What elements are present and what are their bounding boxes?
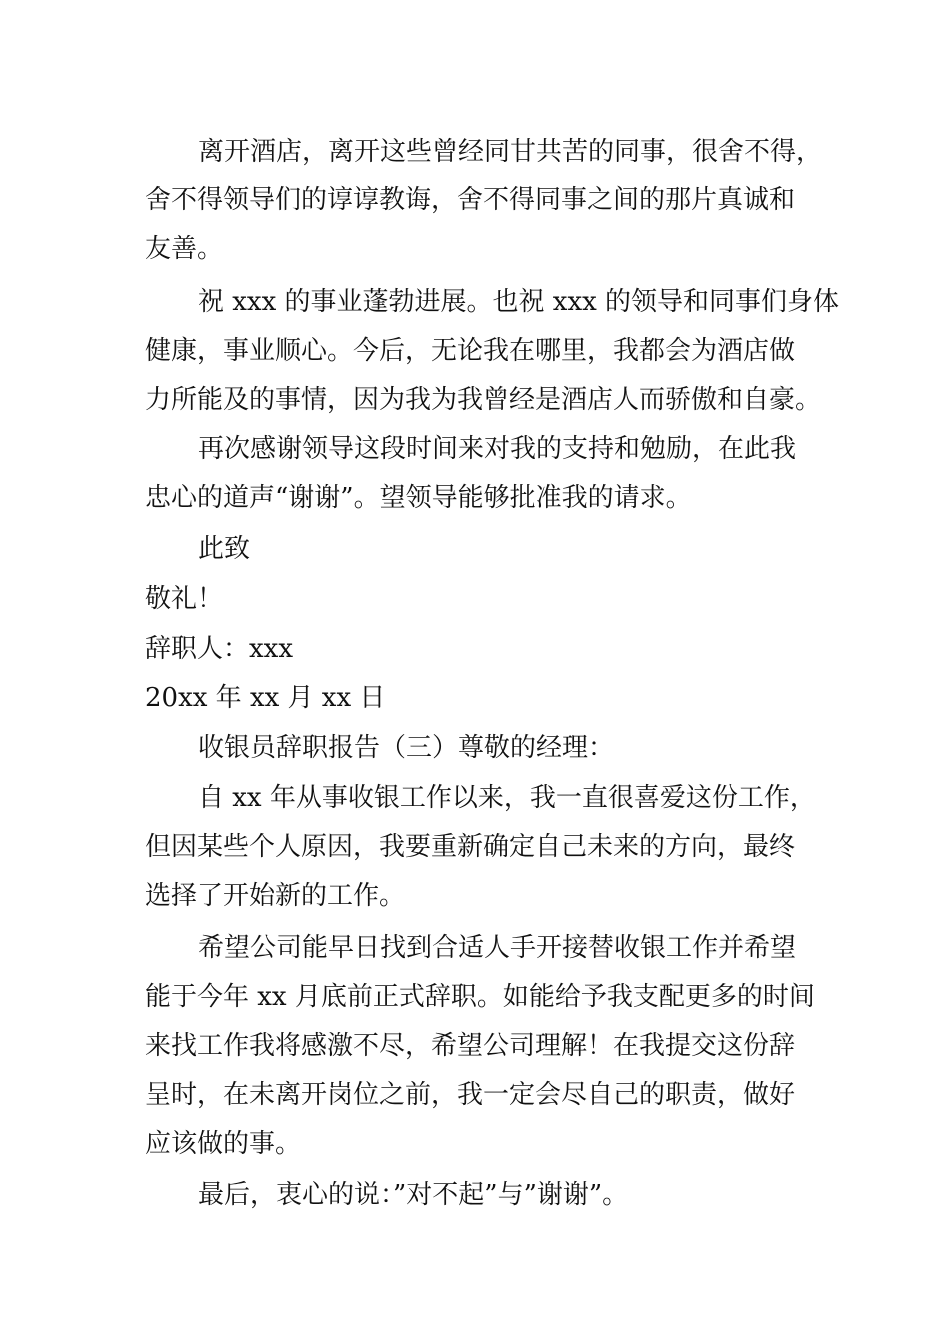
paragraph-line: 来找工作我将感激不尽，希望公司理解！在我提交这份辞 bbox=[145, 1031, 796, 1061]
paragraph-line: 舍不得领导们的谆谆教诲，舍不得同事之间的那片真诚和 bbox=[145, 185, 796, 215]
paragraph-line: 自 xx 年从事收银工作以来，我一直很喜爱这份工作， bbox=[198, 783, 816, 813]
paragraph-line: 离开酒店，离开这些曾经同甘共苦的同事，很舍不得， bbox=[198, 137, 823, 167]
paragraph-line: 力所能及的事情，因为我为我曾经是酒店人而骄傲和自豪。 bbox=[145, 385, 822, 415]
paragraph-line: 友善。 bbox=[145, 234, 224, 264]
paragraph-line: 呈时，在未离开岗位之前，我一定会尽自己的职责，做好 bbox=[145, 1080, 796, 1110]
paragraph-line: 再次感谢领导这段时间来对我的支持和勉励，在此我 bbox=[198, 434, 797, 464]
paragraph-line: 忠心的道声“谢谢”。望领导能够批准我的请求。 bbox=[145, 483, 692, 513]
paragraph-line: 祝 xxx 的事业蓬勃进展。也祝 xxx 的领导和同事们身体 bbox=[198, 287, 840, 317]
paragraph-line: 希望公司能早日找到合适人手开接替收银工作并希望 bbox=[198, 933, 797, 963]
paragraph-line: 选择了开始新的工作。 bbox=[145, 881, 406, 911]
paragraph-line: 最后，衷心的说：”对不起”与”谢谢”。 bbox=[198, 1180, 629, 1210]
paragraph-line: 健康，事业顺心。今后，无论我在哪里，我都会为酒店做 bbox=[145, 336, 796, 366]
paragraph-line: 能于今年 xx 月底前正式辞职。如能给予我支配更多的时间 bbox=[145, 982, 815, 1012]
paragraph-line: 但因某些个人原因，我要重新确定自己未来的方向，最终 bbox=[145, 832, 796, 862]
paragraph-line: 应该做的事。 bbox=[145, 1129, 302, 1159]
closing-regards: 敬礼！ bbox=[145, 584, 224, 614]
section-heading: 收银员辞职报告（三）尊敬的经理： bbox=[198, 733, 615, 763]
signature-line: 辞职人：xxx bbox=[145, 634, 293, 664]
closing-salutation: 此致 bbox=[198, 534, 251, 564]
date-line: 20xx 年 xx 月 xx 日 bbox=[145, 683, 386, 713]
